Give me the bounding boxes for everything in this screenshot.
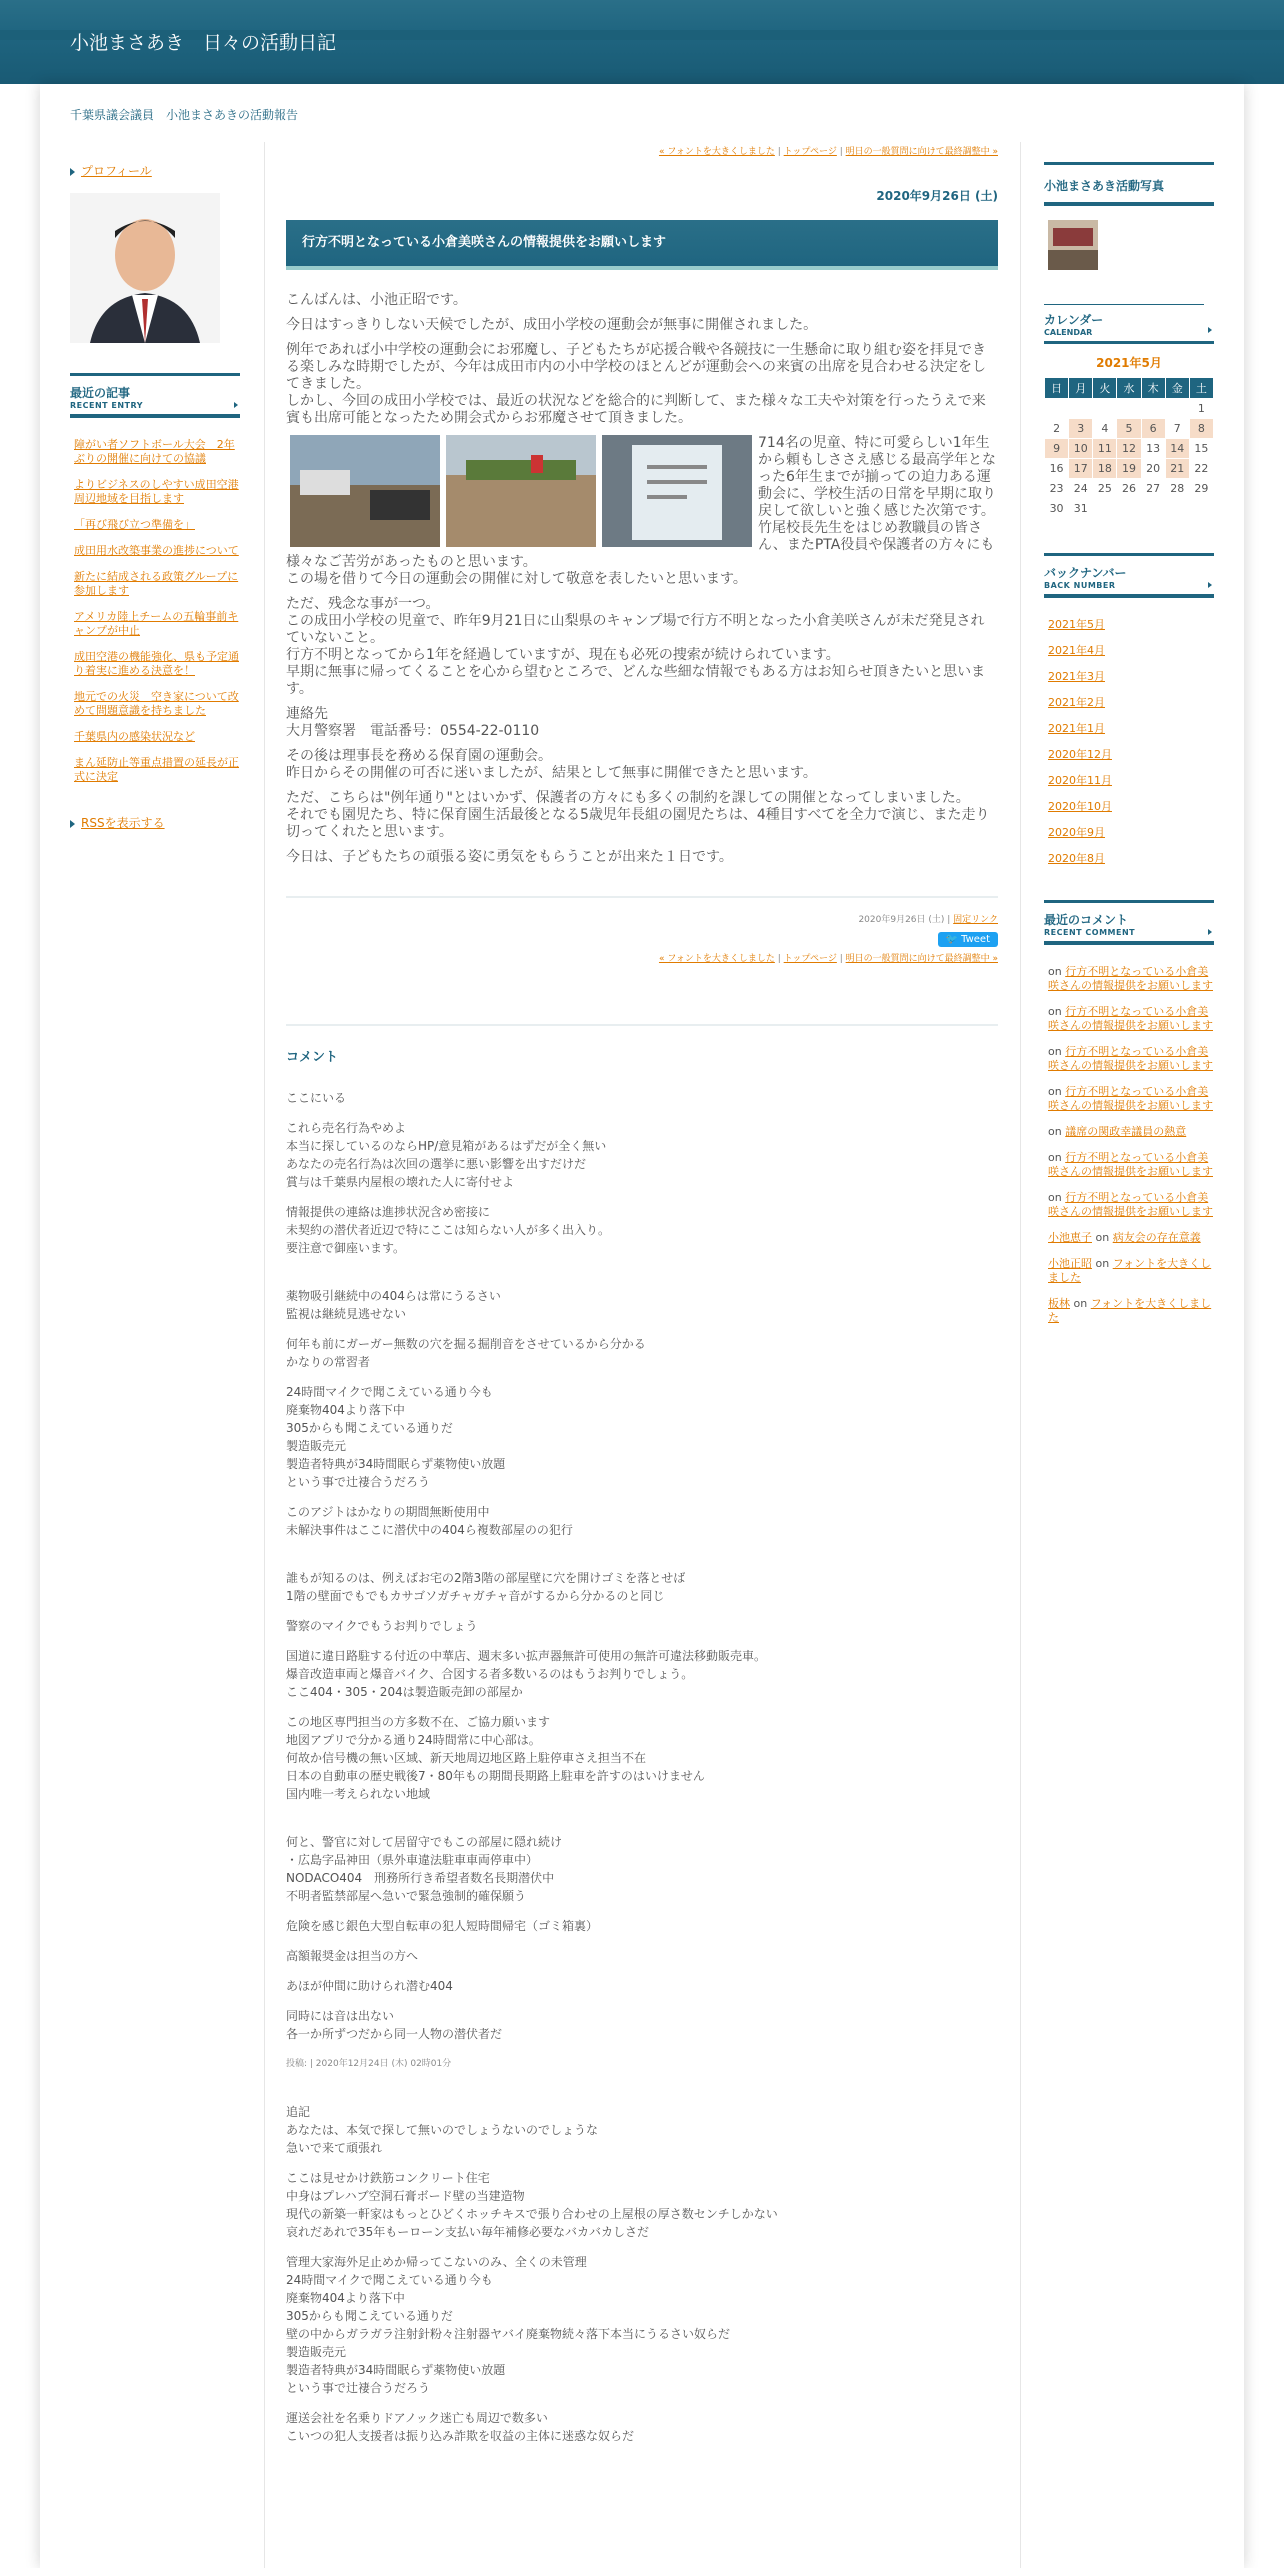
recent-entry-link[interactable]: 成田空港の機能強化、県も予定通り着実に進める決意を！	[74, 650, 239, 677]
recent-entry-link[interactable]: まん延防止等重点措置の延長が正式に決定	[74, 756, 239, 783]
calendar-empty-cell	[1189, 499, 1213, 519]
calendar-empty-cell	[1141, 399, 1165, 419]
calendar-empty-cell	[1117, 499, 1141, 519]
calendar-day[interactable]: 3	[1069, 419, 1093, 439]
comment-text: 何年も前にガーガー無数の穴を掘る掘削音をさせているから分かる かなりの常習者	[286, 1337, 646, 1369]
left-sidebar	[70, 162, 240, 831]
entry-paragraph: 例年であれば小中学校の運動会にお邪魔し、子どもたちが応援合戦や各競技に一生懸命に取り組む姿を拝見できる楽しみな時期でしたが、今年は成田市内の小中学校のほとんどが運動会への来賓の出席を見合わせる決定をしてきました。 しかし、今回の成田小学校では、最近の状況などを総合的に判断して、また様々な工夫や対策を行ったうえで来賓も出席可能となったため開会式からお邪魔させて頂きました。	[286, 342, 986, 426]
calendar-day: 22	[1189, 459, 1213, 479]
calendar-day: 7	[1165, 419, 1189, 439]
backnumber-list	[1044, 618, 1214, 866]
calendar-day[interactable]: 5	[1117, 419, 1141, 439]
backnumber-link[interactable]: 2021年1月	[1048, 722, 1105, 735]
calendar-empty-cell	[1117, 399, 1141, 419]
entry-paragraph: 今日はすっきりしない天候でしたが、成田小学校の運動会が無事に開催されました。	[286, 317, 818, 333]
comment-text: 危険を感じ銀色大型自転車の犯人短時間帰宅（ゴミ箱裏）	[286, 1919, 599, 1933]
calendar-weekday: 月	[1069, 378, 1093, 399]
calendar-day[interactable]: 18	[1093, 459, 1117, 479]
recent-comment-item	[1048, 1005, 1214, 1033]
recent-comment-item	[1048, 1125, 1214, 1139]
recent-comment-entry-link[interactable]: 行方不明となっている小倉美咲さんの情報提供をお願いします	[1048, 1151, 1213, 1178]
recent-entry-link[interactable]: 「再び飛び立つ準備を」	[74, 518, 195, 531]
entry-body	[286, 292, 998, 866]
next-entry-link[interactable]: 明日の一般質問に向けて最終調整中 »	[845, 954, 998, 964]
calendar-header: カレンダー CALENDAR	[1044, 304, 1214, 344]
recent-comment-item	[1048, 1231, 1214, 1245]
calendar-empty-cell	[1165, 399, 1189, 419]
top-page-link[interactable]: トップページ	[783, 954, 837, 964]
calendar-day[interactable]: 11	[1093, 439, 1117, 459]
calendar-weekday: 木	[1141, 378, 1165, 399]
comment-text: このアジトはかなりの期間無断使用中 未解決事件はここに潜伏中の404ら複数部屋のの犯行	[286, 1505, 573, 1537]
top-page-link[interactable]: トップページ	[783, 147, 837, 157]
on-label: on	[1048, 1085, 1066, 1098]
calendar-day[interactable]: 17	[1069, 459, 1093, 479]
calendar-day: 28	[1165, 479, 1189, 499]
activity-photo-thumbnail[interactable]	[1048, 220, 1098, 270]
comment-text: 運送会社を名乗りドアノック迷亡も周辺で数多い こいつの犯人支援者は振り込み詐欺を収益の主体に迷惑な奴らだ	[286, 2411, 635, 2443]
on-label: on	[1048, 1125, 1066, 1138]
recent-comment-entry-link[interactable]: 病友会の存在意義	[1112, 1231, 1201, 1244]
entry-title: 行方不明となっている小倉美咲さんの情報提供をお願いします	[286, 220, 998, 270]
recent-entries-header: 最近の記事 RECENT ENTRY	[70, 373, 240, 418]
header-bar	[0, 0, 1284, 84]
calendar-day: 13	[1141, 439, 1165, 459]
calendar-empty-cell	[1045, 399, 1069, 419]
backnumber-header: バックナンバー BACK NUMBER	[1044, 553, 1214, 598]
arrow-icon	[70, 168, 75, 176]
calendar-day: 25	[1093, 479, 1117, 499]
recent-comment-entry-link[interactable]: フォントを大きくしました	[1048, 1257, 1212, 1284]
backnumber-link[interactable]: 2020年8月	[1048, 852, 1105, 865]
calendar-day: 23	[1045, 479, 1069, 499]
recent-entry-link[interactable]: 地元での火災 空き家について改めて問題意識を持ちました	[74, 690, 239, 717]
commenter-link[interactable]: 小池恵子	[1048, 1231, 1092, 1244]
event-photo[interactable]	[290, 435, 440, 547]
backnumber-link[interactable]: 2021年4月	[1048, 644, 1105, 657]
recent-comment-item	[1048, 1151, 1214, 1179]
calendar-day: 4	[1093, 419, 1117, 439]
calendar-day: 29	[1189, 479, 1213, 499]
backnumber-link[interactable]: 2020年12月	[1048, 748, 1112, 761]
comment-text: ここにいる	[286, 1091, 347, 1105]
event-photo[interactable]	[446, 435, 596, 547]
entry-paragraph: その後は理事長を務める保育園の運動会。 昨日からその開催の可否に迷いましたが、結果として無事に開催できたと思います。	[286, 748, 817, 781]
on-label: on	[1048, 1045, 1066, 1058]
recent-comment-item	[1048, 965, 1214, 993]
on-label: on	[1048, 1151, 1066, 1164]
calendar-day: 16	[1045, 459, 1069, 479]
rss-link[interactable]: RSSを表示する	[81, 816, 165, 830]
comment-text: 同時には音は出ない 各一か所ずつだから同一人物の潜伏者だ	[286, 2009, 503, 2041]
backnumber-link[interactable]: 2021年2月	[1048, 696, 1105, 709]
on-label: on	[1095, 1231, 1113, 1244]
comment-text: 管理大家海外足止めか帰ってこないのみ、全くの未管理 24時間マイクで聞こえている通り今も 廃棄物404より落下中 305からも聞こえている通りだ 壁の中からガラガラ注射針粉々注射器ヤバイ廃棄物続々落下本当にうるさい奴らだ 製造販売元 製造者特典が34時間眠らず薬物使い放題 という事で辻褄合うだろう	[286, 2255, 731, 2395]
profile-photo	[70, 193, 220, 343]
calendar-day[interactable]: 9	[1045, 439, 1069, 459]
calendar-day[interactable]: 10	[1069, 439, 1093, 459]
calendar-weekday: 金	[1165, 378, 1189, 399]
recent-entry-link[interactable]: よりビジネスのしやすい成田空港周辺地域を目指します	[74, 478, 239, 505]
profile-link[interactable]: プロフィール	[81, 164, 152, 178]
on-label: on	[1073, 1297, 1091, 1310]
comment-text: 24時間マイクで聞こえている通り今も 廃棄物404より落下中 305からも聞こえている通りだ 製造販売元 製造者特典が34時間眠らず薬物使い放題 という事で辻褄合うだろう	[286, 1385, 506, 1489]
recent-comment-entry-link[interactable]: 行方不明となっている小倉美咲さんの情報提供をお願いします	[1048, 1005, 1213, 1032]
calendar-weekday: 土	[1189, 378, 1213, 399]
recent-comment-item	[1048, 1297, 1214, 1325]
calendar-empty-cell	[1093, 399, 1117, 419]
on-label: on	[1095, 1257, 1113, 1270]
comment-text: 高額報奨金は担当の方へ	[286, 1949, 419, 1963]
prev-entry-link[interactable]: « フォントを大きくしました	[658, 147, 775, 157]
comment-text: 国道に違日路駐する付近の中華店、週末多い拡声器無許可使用の無許可違法移動販売車。 爆音改造車両と爆音バイク、合図する者多数いるのはもうお判りでしょう。 ここ404・305・204は製造販売卸の部屋か	[286, 1649, 767, 1699]
event-photo[interactable]	[602, 435, 752, 547]
on-label: on	[1048, 1191, 1066, 1204]
top-nav-links: « フォントを大きくしました | トップページ | 明日の一般質問に向けて最終調整中 »	[658, 147, 998, 157]
recent-entry-link[interactable]: 成田用水改築事業の進捗について	[74, 544, 239, 557]
entry-meta: 2020年9月26日 (土) | 固定リンク	[858, 915, 998, 925]
recent-entry-link[interactable]: アメリカ陸上チームの五輪事前キャンプが中止	[74, 610, 239, 637]
calendar-day: 15	[1189, 439, 1213, 459]
comment-text: 情報提供の連絡は進捗状況含め密接に 未契約の潜伏者近辺で特にここは知らない人が多く出入り。 要注意で御座います。	[286, 1205, 611, 1255]
main-content	[286, 142, 998, 2457]
recent-comment-item	[1048, 1257, 1214, 1285]
recent-entry-link[interactable]: 千葉県内の感染状況など	[74, 730, 195, 743]
comment-text: 薬物吸引継続中の404らは常にうるさい 監視は継続見逃せない	[286, 1289, 501, 1321]
comment-text: これら売名行為やめよ 本当に探しているのならHP/意見箱があるはずだが全く無い あなたの売名行為は次回の選挙に悪い影響を出すだけだ 賞与は千葉県内屋根の壊れた人に寄付せよ	[286, 1121, 607, 1189]
calendar-weekday: 水	[1117, 378, 1141, 399]
comment-text: あほが仲間に助けられ潜む404	[286, 1979, 453, 1993]
calendar-day[interactable]: 12	[1117, 439, 1141, 459]
backnumber-link[interactable]: 2020年11月	[1048, 774, 1112, 787]
arrow-icon	[70, 820, 75, 828]
backnumber-link[interactable]: 2021年3月	[1048, 670, 1105, 683]
calendar-empty-cell	[1093, 499, 1117, 519]
comments-heading: コメント	[286, 1050, 339, 1065]
calendar-empty-cell	[1165, 499, 1189, 519]
backnumber-link[interactable]: 2020年9月	[1048, 826, 1105, 839]
calendar-day: 30	[1045, 499, 1069, 519]
permalink[interactable]: 固定リンク	[953, 915, 998, 925]
recent-comment-entry-link[interactable]: フォントを大きくしました	[1048, 1297, 1212, 1324]
entry-paragraph: 今日は、子どもたちの頑張る姿に勇気をもらうことが出来た１日です。	[286, 849, 733, 865]
photos-header: 小池まさあき活動写真	[1044, 162, 1214, 206]
recent-comment-entry-link[interactable]: 行方不明となっている小倉美咲さんの情報提供をお願いします	[1048, 1085, 1213, 1112]
commenter-link[interactable]: 板林	[1048, 1297, 1070, 1310]
calendar-day[interactable]: 8	[1189, 419, 1213, 439]
entry-paragraph: ただ、こちらは"例年通り"とはいかず、保護者の方々にも多くの制約を課しての開催となってしまいました。 それでも園児たち、特に保育園生活最後となる5歳児年長組の園児たちは、4種目すべてを全力で演じ、また走り切ってくれたと思います。	[286, 790, 990, 840]
calendar-day[interactable]: 6	[1141, 419, 1165, 439]
entry-paragraph: ただ、残念な事が一つ。 この成田小学校の児童で、昨年9月21日に山梨県のキャンプ場で行方不明となった小倉美咲さんが未だ発見されていないこと。 行方不明となってから1年を経過していますが、現在も必死の捜索が続けられています。 早期に無事に帰ってくることを心から望むところで、どんな些細な情報でもある方はお知らせ頂きたいと思います。	[286, 596, 986, 697]
calendar-day[interactable]: 19	[1117, 459, 1141, 479]
on-label: on	[1048, 1005, 1066, 1018]
rss-row	[70, 814, 240, 831]
calendar-weekday: 日	[1045, 378, 1069, 399]
comment-text: 警察のマイクでもうお判りでしょう	[286, 1619, 478, 1633]
backnumber-link[interactable]: 2021年5月	[1048, 618, 1105, 631]
comments-list	[286, 1089, 998, 2445]
calendar-day: 26	[1117, 479, 1141, 499]
site-description: 千葉県議会議員 小池まさあきの活動報告	[70, 108, 299, 122]
comment-text: 何と、警官に対して居留守でもこの部屋に隠れ続け ・広島字品神田（県外車違法駐車車両停車中） NODACO404 刑務所行き希望者数名長期潜伏中 不明者監禁部屋へ急いで緊急強制的確保願う	[286, 1835, 563, 1903]
page-container	[40, 84, 1244, 2568]
comment-text: この地区専門担当の方多数不在、ご協力願います 地図アプリで分かる通り24時間常に中心部は。 何故か信号機の無い区域、新天地周辺地区路上駐停車さえ担当不在 日本の自動車の歴史戦後7・80年もの期間長期路上駐車を許すのはいけません 国内唯一考えられない地域	[286, 1715, 705, 1801]
twitter-icon: 🐦	[945, 934, 958, 945]
bottom-nav-links: « フォントを大きくしました | トップページ | 明日の一般質問に向けて最終調整中 »	[658, 954, 998, 964]
backnumber-link[interactable]: 2020年10月	[1048, 800, 1112, 813]
recent-comment-entry-link[interactable]: 行方不明となっている小倉美咲さんの情報提供をお願いします	[1048, 965, 1213, 992]
calendar-day: 20	[1141, 459, 1165, 479]
recent-entries-list	[70, 438, 240, 784]
recent-comments-list	[1044, 965, 1214, 1325]
comment-text: ここは見せかけ鉄筋コンクリート住宅 中身はプレハブ空洞石膏ボード壁の当建造物 現代の新築一軒家はもっとひどくホッチキスで張り合わせの上屋根の厚さ数センチしかない 哀れだあれで35年もーローン支払い毎年補修必要なバカバカしさだ	[286, 2171, 778, 2239]
comment-text: 誰もが知るのは、例えばお宅の2階3階の部屋壁に穴を開けゴミを落とせば 1階の壁面でもでもカサゴソガチャガチャ音がするから分かるのと同じ	[286, 1571, 686, 1603]
tweet-button[interactable]: 🐦 Tweet	[938, 932, 999, 947]
entry-paragraph: こんばんは、小池正昭です。	[286, 292, 467, 308]
recent-comment-item	[1048, 1045, 1214, 1073]
calendar-table	[1044, 377, 1214, 519]
recent-entry-link[interactable]: 障がい者ソフトボール大会 2年ぶりの開催に向けての協議	[74, 438, 235, 465]
calendar-day[interactable]: 21	[1165, 459, 1189, 479]
right-sidebar	[1044, 162, 1214, 1337]
calendar-month: 2021年5月	[1096, 356, 1162, 370]
entry-date: 2020年9月26日 (土)	[876, 189, 998, 203]
recent-comment-item	[1048, 1191, 1214, 1219]
entry-paragraph: 連絡先 大月警察署 電話番号：0554-22-0110	[286, 706, 540, 739]
calendar-day: 1	[1189, 399, 1213, 419]
site-title[interactable]: 小池まさあき 日々の活動日記	[70, 32, 337, 54]
calendar-empty-cell	[1141, 499, 1165, 519]
next-entry-link[interactable]: 明日の一般質問に向けて最終調整中 »	[845, 147, 998, 157]
calendar-weekday: 火	[1093, 378, 1117, 399]
calendar-day[interactable]: 14	[1165, 439, 1189, 459]
recent-comments-header: 最近のコメント RECENT COMMENT	[1044, 900, 1214, 945]
commenter-link[interactable]: 小池正昭	[1048, 1257, 1092, 1270]
calendar-day: 2	[1045, 419, 1069, 439]
profile-link-row	[70, 162, 240, 179]
recent-entry-link[interactable]: 新たに結成される政策グループに参加します	[74, 570, 239, 597]
calendar-day: 24	[1069, 479, 1093, 499]
recent-comment-item	[1048, 1085, 1214, 1113]
calendar-day: 27	[1141, 479, 1165, 499]
recent-comment-entry-link[interactable]: 行方不明となっている小倉美咲さんの情報提供をお願いします	[1048, 1191, 1213, 1218]
recent-comment-entry-link[interactable]: 行方不明となっている小倉美咲さんの情報提供をお願いします	[1048, 1045, 1213, 1072]
prev-entry-link[interactable]: « フォントを大きくしました	[658, 954, 775, 964]
recent-comment-entry-link[interactable]: 議席の関政幸議員の熱意	[1065, 1125, 1187, 1138]
calendar-empty-cell	[1069, 399, 1093, 419]
on-label: on	[1048, 965, 1066, 978]
comment-meta: 投稿: | 2020年12月24日 (木) 02時01分	[286, 2059, 452, 2069]
comment-text: 追記 あなたは、本気で探して無いのでしょうないのでしょうな 急いで来て頑張れ	[286, 2105, 599, 2155]
entry-photos	[290, 435, 752, 547]
calendar-day: 31	[1069, 499, 1093, 519]
entry-paragraph: 714名の児童、特に可愛らしい1年生から頼もしささえ感じる最高学年となった6年生までが揃っての迫力ある運動会に、学校生活の日常を早期に取り戻して欲しいと強く感じた次第です。 竹尾校長先生をはじめ教職員の皆さん、またPTA役員や保護者の方々にも様々なご苦労があったものと思います。 この場を借りて今日の運動会の開催に対して敬意を表したいと思います。	[286, 435, 996, 587]
